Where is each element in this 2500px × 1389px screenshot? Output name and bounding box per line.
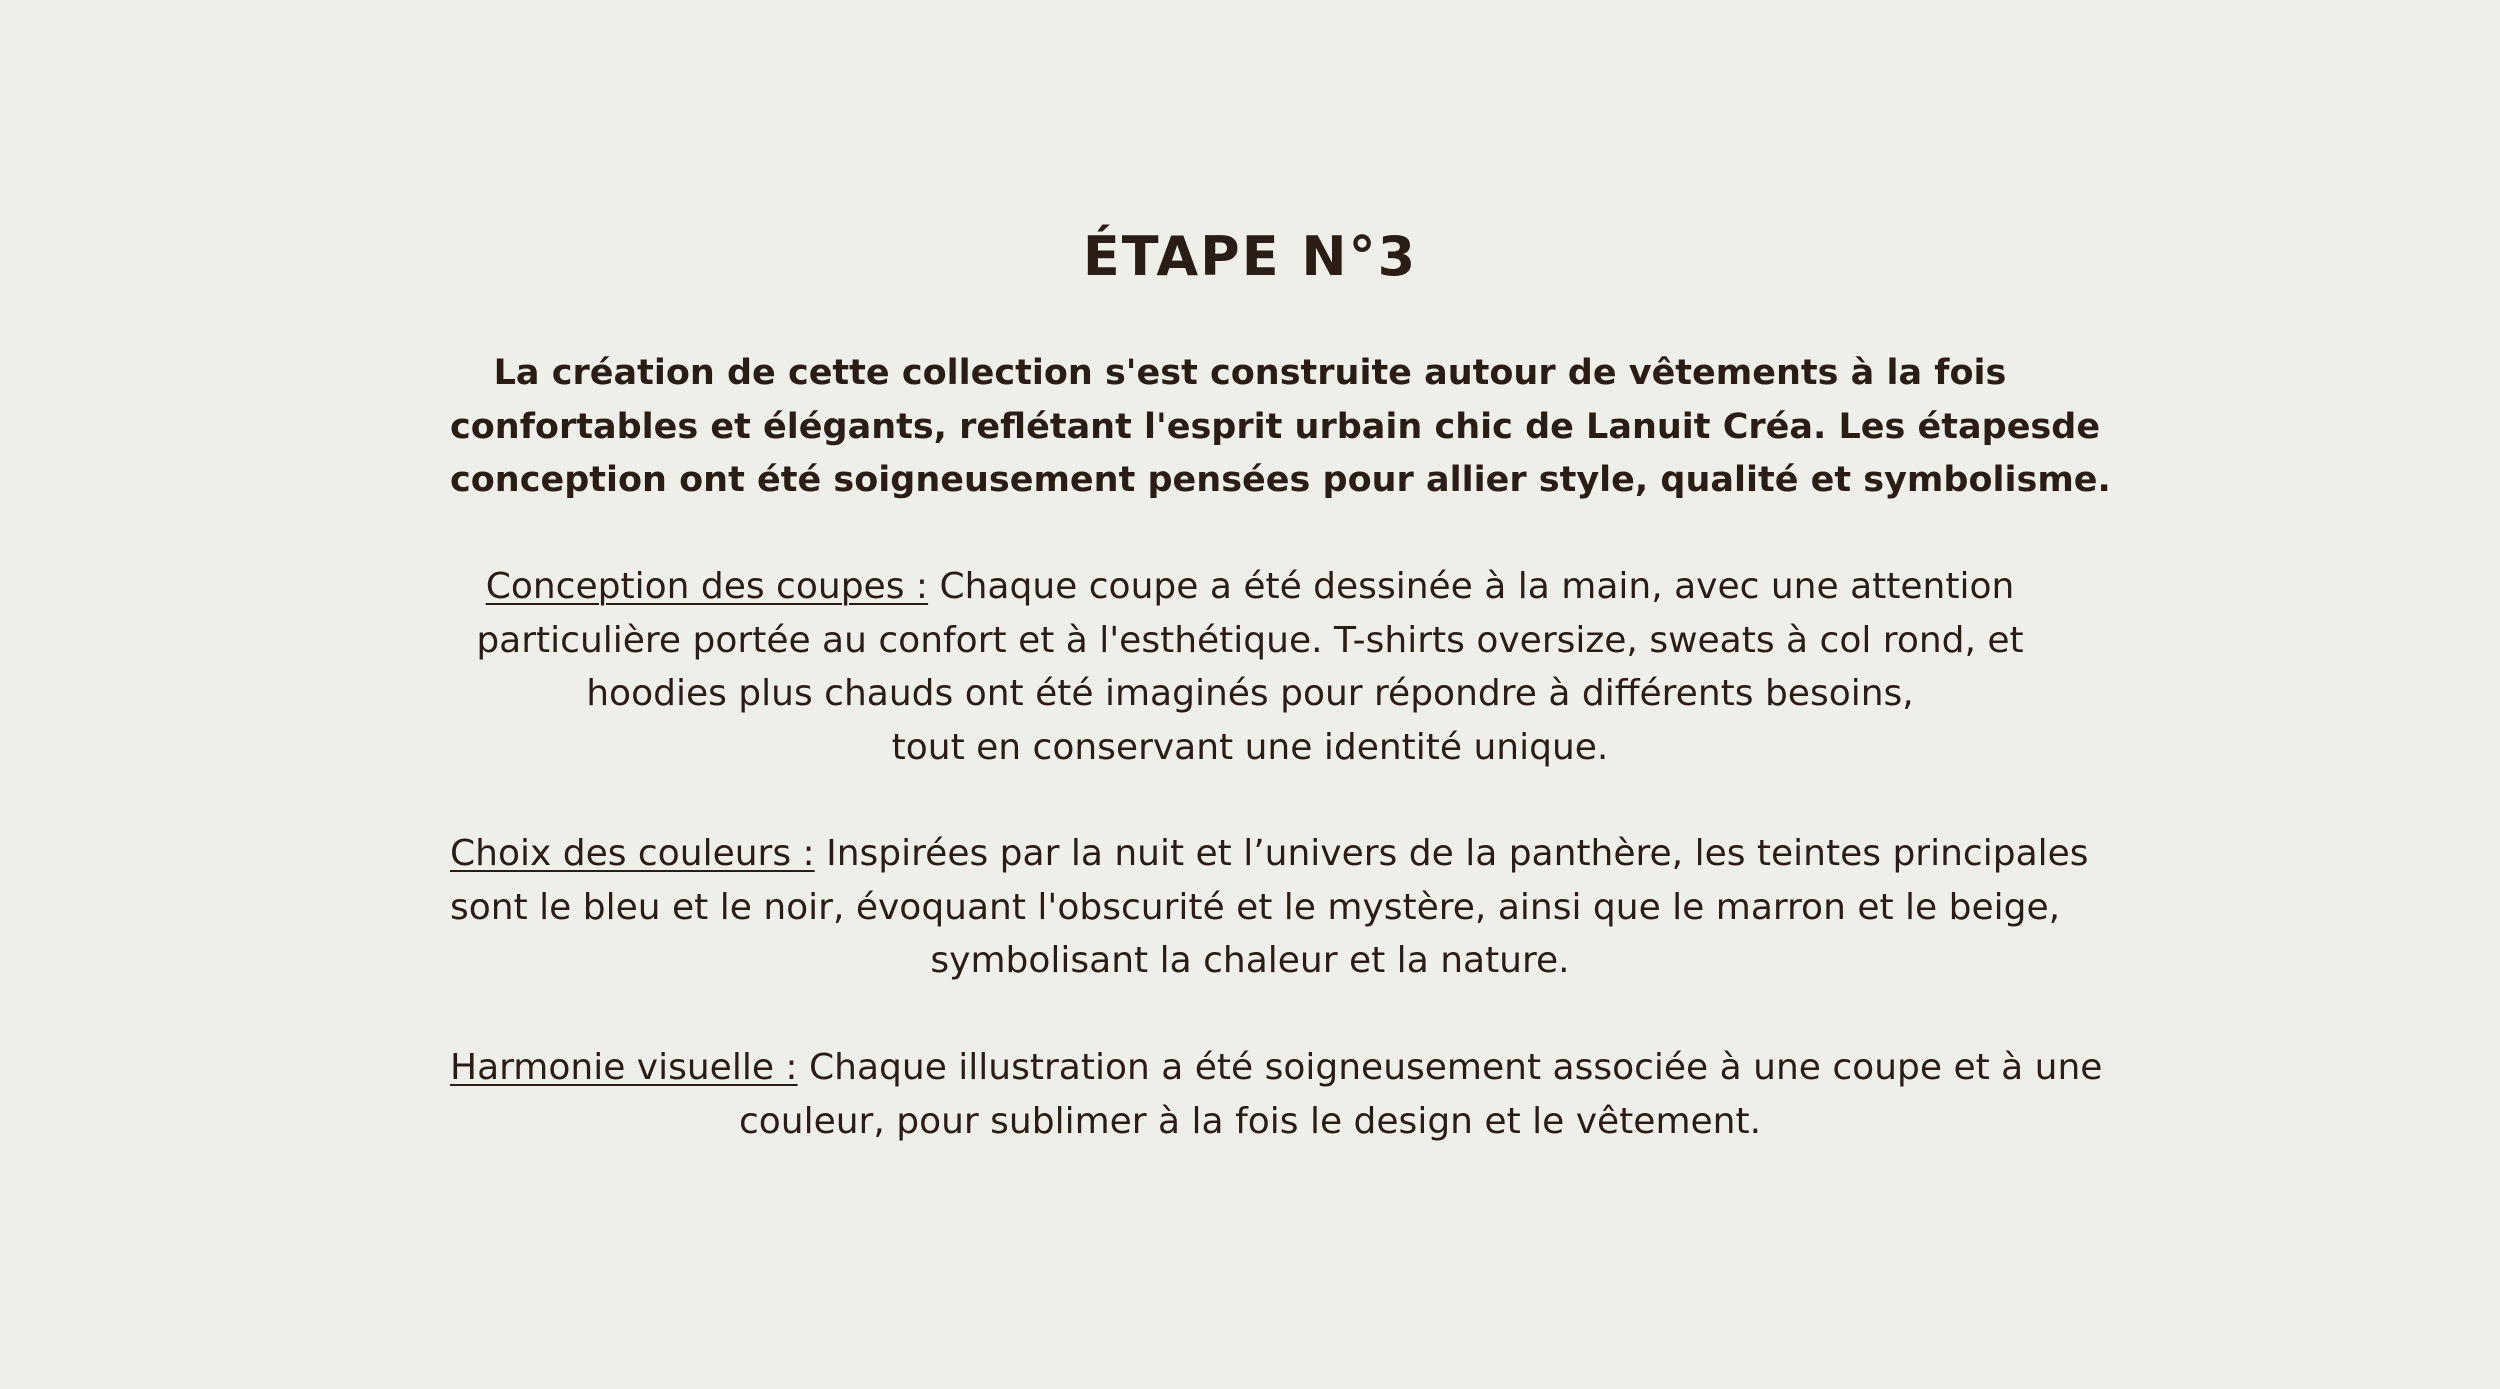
section-line: symbolisant la chaleur et la nature. bbox=[930, 940, 1570, 981]
intro-line: conception ont été soigneusement pensées pour allier style, qualité et symbolisme. bbox=[450, 460, 2111, 500]
page-title: ÉTAPE N°3 bbox=[1082, 225, 1418, 288]
section-conception-des-coupes bbox=[450, 560, 2050, 774]
section-line: tout en conservant une identité unique. bbox=[891, 726, 1609, 768]
section-text: Chaque coupe a été dessinée à la main, avec une attention bbox=[928, 566, 2015, 607]
section-text: Inspirées par la nuit et l’univers de la panthère, les teintes principales bbox=[814, 833, 2089, 874]
intro-line: confortables et élégants, reflétant l'esprit urbain chic de Lanuit Créa. Les étapesde bbox=[450, 406, 2101, 447]
section-first-line bbox=[450, 560, 2050, 614]
section-label: Choix des couleurs : bbox=[450, 833, 815, 874]
section-line: particulière portée au confort et à l'esthétique. T-shirts oversize, sweats à col rond, et bbox=[476, 619, 2024, 661]
section-harmonie-visuelle bbox=[450, 1041, 2103, 1148]
section-text: Chaque illustration a été soigneusement associée à une coupe et à une bbox=[797, 1047, 2103, 1088]
section-label: Conception des coupes : bbox=[485, 566, 929, 607]
section-line: sont le bleu et le noir, évoquant l'obscurité et le mystère, ainsi que le marron et le beige, bbox=[450, 886, 2061, 928]
section-choix-des-couleurs bbox=[450, 827, 2089, 988]
intro-paragraph bbox=[450, 347, 2111, 508]
section-line: hoodies plus chauds ont été imaginés pour répondre à différents besoins, bbox=[586, 673, 1914, 714]
section-first-line bbox=[450, 827, 2089, 881]
section-label: Harmonie visuelle : bbox=[450, 1047, 798, 1088]
intro-line: La création de cette collection s'est construite autour de vêtements à la fois bbox=[493, 353, 2007, 393]
section-first-line bbox=[450, 1041, 2103, 1095]
section-line: couleur, pour sublimer à la fois le design et le vêtement. bbox=[738, 1100, 1762, 1142]
